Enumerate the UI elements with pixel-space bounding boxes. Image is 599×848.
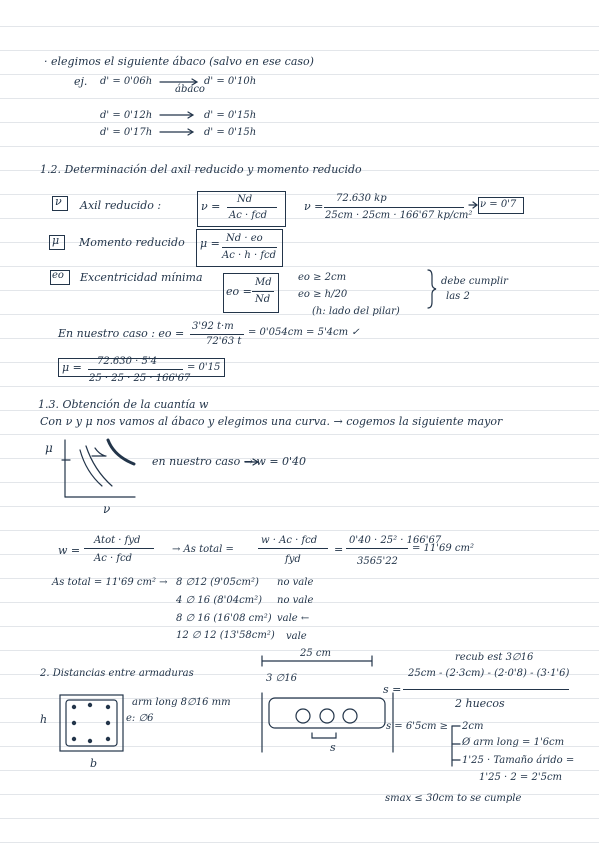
axil-den: Ac · fcd [229,210,268,221]
abaco-row1-left: d' = 0'06h [100,76,153,87]
mu-symbol: μ [52,234,60,247]
section-2-title: 2. Distancias entre armaduras [40,668,194,679]
option-bars-3: 12 ∅ 12 (13'58cm²) [176,630,275,641]
option-bars-1: 4 ∅ 16 (8'04cm²) [176,595,263,606]
astotal-calc-num: 0'40 · 25² · 166'67 [349,535,442,546]
as-total-line: As total = 11'69 cm² → [52,577,168,588]
momento-lhs: μ = [200,237,220,250]
option-verdict-3: vale [286,631,307,642]
graph-y-label: μ [45,441,53,455]
dim-25: 25 cm [300,648,331,659]
s-num: 25cm - (2·3cm) - (2·0'8) - (3·1'6) [408,668,570,679]
case-num: 3'92 t·m [192,321,234,332]
nu-symbol: ν [55,195,62,208]
eo-symbol: eo [52,270,64,281]
mu-calc-num: 72.630 · 5'4 [97,356,157,367]
notebook-page: · elegimos el siguiente ábaco (salvo en ese caso) ej. d' = 0'06h ábaco d' = 0'10h d' = 0'12h d' = 0'15h d' = 0'17h d' = 0'15h 1.2. Determinación del axil reducido y momento reducido ν Axil reducido : ν = Nd Ac · fcd ν = 72.630 kp 25cm · 25cm · 166'67 kp/cm² ν = 0'7 μ Momento reducido μ = Nd · eo Ac · h · fcd eo Excentricidad mínima eo = Md Nd eo ≥ 2cm eo ≥ h/20 (h: lado del pilar) debe cumplir las 2 En nuestro caso : eo = 3'92 t·m 72'63 t = 0'054cm = 5'4cm ✓ μ = 72.630 · 5'4 25 · 25 · 25 · 166'67 = 0'15 1.3. Obtención de la cuantía w Con ν y μ nos vamos al ábaco y elegimos una curva. → cogemos la siguiente mayor μ ν en nuestro caso → w = 0'40 w = Atot · fyd Ac · fcd → As total = w · Ac · fcd fyd = 0'40 · 25² · 166'67 3565'22 = 11'69 cm² As total = 11'69 cm² → 8 ∅12 (9'05cm²) no vale 4 ∅ 16 (8'04cm²) no vale 8 ∅ 16 (16'08 cm²) vale ← 12 ∅ 12 (13'58cm²) vale 25 cm 2. Distancias entre armaduras 3 ∅16 arm long 8∅16 mm e: ∅6 h b s recub est 3∅16 s = 25cm - (2·3cm) - (2·0'8) - (3·1'6) 2 huecos s = 6'5cm ≥ 2cm Ø arm long = 1'6cm 1'25 · Tamaño árido = 1'25 · 2 = 2'5cm smax ≤ 30cm to se cumple [0,0,599,848]
case-result: = 0'054cm = 5'4cm ✓ [248,327,360,338]
momento-num: Nd · eo [226,233,263,244]
w-formula-lhs: w = [58,544,81,557]
w-den: Ac · fcd [94,553,133,564]
s-lhs: s = [383,683,402,696]
abaco-intro: · elegimos el siguiente ábaco (salvo en ese caso) [44,55,314,68]
abaco-row2-left: d' = 0'12h [100,110,153,121]
axil-result: ν = 0'7 [480,199,517,210]
momento-label: Momento reducido [79,236,185,249]
momento-den: Ac · h · fcd [222,250,277,261]
axil-num: Nd [237,194,253,205]
axil-calc-num: 72.630 kp [336,193,387,204]
axil-formula-lhs: ν = [201,200,221,213]
axil-calc-lhs: ν = [304,200,324,213]
case-den: 72'63 t [206,336,242,347]
option-verdict-1: no vale [277,595,314,606]
mu-calc-lhs: μ = [62,361,82,374]
astotal-calc-den: 3565'22 [357,556,398,567]
option-bars-0: 8 ∅12 (9'05cm²) [176,577,259,588]
section-1-3-text: Con ν y μ nos vamos al ábaco y elegimos una curva. → cogemos la siguiente mayor [40,415,503,428]
option-bars-2: 8 ∅ 16 (16'08 cm²) [176,613,272,624]
h-label: h [40,713,48,726]
estribo-label: e: ∅6 [126,713,154,724]
s-den: 2 huecos [455,697,505,710]
eo-brace-note1: debe cumplir [441,276,508,287]
option-verdict-0: no vale [277,577,314,588]
abaco-row3-right: d' = 0'15h [204,127,257,138]
cond3: 1'25 · Tamaño árido = [462,755,575,766]
astotal-den: fyd [285,554,301,565]
axil-calc-den: 25cm · 25cm · 166'67 kp/cm² [325,210,473,221]
w-num: Atot · fyd [94,535,141,546]
bars-label: 3 ∅16 [266,673,297,684]
case-prefix: En nuestro caso : eo = [58,327,185,340]
eo-cond1: eo ≥ 2cm [298,272,347,283]
s-label: s [330,741,336,754]
abaco-row3-left: d' = 0'17h [100,127,153,138]
s-result: s = 6'5cm ≥ [386,721,448,732]
eo-cond-note: (h: lado del pilar) [312,306,400,317]
graph-note: en nuestro caso → w = 0'40 [152,455,307,468]
mu-calc-den: 25 · 25 · 25 · 166'67 [89,373,191,384]
cond1: 2cm [462,721,484,732]
astotal-lhs: → As total = [172,544,234,555]
eo-num: Md [255,277,272,288]
section-1-3-title: 1.3. Obtención de la cuantía w [38,398,209,411]
astotal-num: w · Ac · fcd [261,535,318,546]
option-verdict-2: vale ← [277,613,310,624]
graph-x-label: ν [103,502,111,516]
axil-label: Axil reducido : [80,199,162,212]
mu-result: = 0'15 [187,362,221,373]
b-label: b [90,757,98,770]
astotal-result: = 11'69 cm² [412,543,475,554]
eo-lhs: eo = [226,285,252,298]
abaco-row1-right: d' = 0'10h [204,76,257,87]
eo-den: Nd [255,294,271,305]
eo-cond2: eo ≥ h/20 [298,289,348,300]
arm-long-label: arm long 8∅16 mm [132,697,231,708]
eo-brace-note2: las 2 [446,291,470,302]
section-1-2-title: 1.2. Determinación del axil reducido y momento reducido [40,163,362,176]
cond2: Ø arm long = 1'6cm [462,737,565,748]
excentricidad-label: Excentricidad mínima [80,271,203,284]
cond3b: 1'25 · 2 = 2'5cm [479,772,563,783]
ej-label: ej. [74,75,88,88]
abaco-row1-arrow-label: ábaco [175,84,205,95]
abaco-row2-right: d' = 0'15h [204,110,257,121]
top-note: recub est 3∅16 [455,652,534,663]
smax-note: smax ≤ 30cm to se cumple [385,793,522,804]
